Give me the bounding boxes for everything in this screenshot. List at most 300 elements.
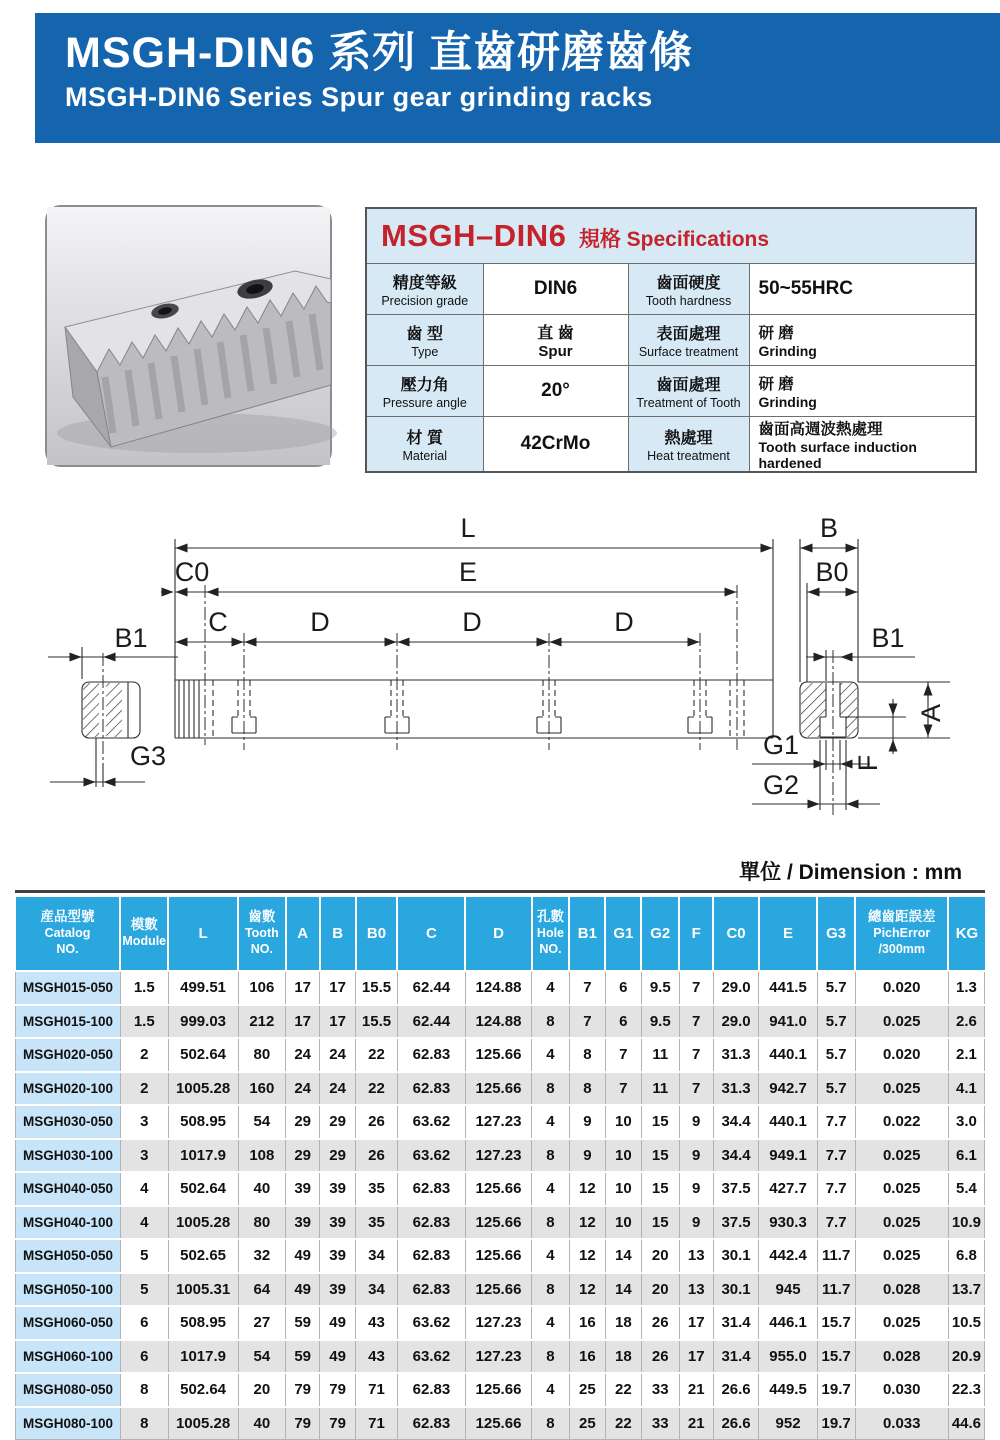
value-cell: 11.7 [817,1239,855,1273]
catalog-cell: MSGH080-050 [16,1373,121,1407]
value-cell: 5.7 [817,1005,855,1039]
spec-title [366,208,976,264]
catalog-cell: MSGH030-100 [16,1139,121,1173]
dim-label-F: F [853,754,883,772]
value-cell: 8 [120,1373,168,1407]
table-row [16,1273,985,1307]
value-cell: 8 [569,1038,605,1072]
catalog-cell: MSGH060-100 [16,1340,121,1374]
column-header: KG [948,897,984,971]
value-cell: 16 [569,1306,605,1340]
value-cell: 39 [320,1206,356,1240]
value-cell: 942.7 [759,1072,817,1106]
spec-label: 材 質 Material [366,417,483,473]
value-cell: 31.3 [713,1072,759,1106]
value-cell: 26 [641,1340,679,1374]
catalog-cell: MSGH080-100 [16,1407,121,1440]
value-cell: 0.033 [855,1407,948,1440]
value-cell: 9 [679,1206,713,1240]
value-cell: 5.7 [817,971,855,1005]
value-cell: 14 [605,1273,641,1307]
value-cell: 4 [532,1172,570,1206]
value-cell: 3 [120,1139,168,1173]
value-cell: 7 [569,1005,605,1039]
dim-label-L: L [460,513,476,543]
value-cell: 11 [641,1038,679,1072]
value-cell: 17 [679,1340,713,1374]
value-cell: 7.7 [817,1206,855,1240]
value-cell: 62.83 [397,1172,465,1206]
value-cell: 9 [679,1105,713,1139]
value-cell: 62.83 [397,1038,465,1072]
value-cell: 34.4 [713,1139,759,1173]
value-cell: 1005.28 [168,1206,238,1240]
spec-table [365,207,977,473]
dimension-lines [161,539,858,682]
value-cell: 124.88 [465,971,531,1005]
value-cell: 39 [320,1239,356,1273]
value-cell: 37.5 [713,1172,759,1206]
value-cell: 949.1 [759,1139,817,1173]
value-cell: 13 [679,1239,713,1273]
value-cell: 26 [356,1139,398,1173]
value-cell: 7 [679,1038,713,1072]
value-cell: 15.5 [356,1005,398,1039]
value-cell: 1017.9 [168,1340,238,1374]
value-cell: 20 [641,1239,679,1273]
value-cell: 9 [679,1139,713,1173]
value-cell: 54 [238,1340,286,1374]
value-cell: 15 [641,1139,679,1173]
value-cell: 16 [569,1340,605,1374]
value-cell: 7 [679,971,713,1005]
value-cell: 79 [320,1373,356,1407]
spec-label: 壓力角 Pressure angle [366,366,483,417]
value-cell: 13 [679,1273,713,1307]
catalog-cell: MSGH015-050 [16,971,121,1005]
dim-label-B1: B1 [871,623,905,653]
table-row [16,1206,985,1240]
value-cell: 125.66 [465,1206,531,1240]
value-cell: 941.0 [759,1005,817,1039]
value-cell: 49 [286,1273,320,1307]
value-cell: 449.5 [759,1373,817,1407]
spec-title-rest: 規格 Specifications [578,228,770,251]
value-cell: 24 [286,1038,320,1072]
value-cell: 0.020 [855,1038,948,1072]
main-table-header-row [16,897,985,971]
value-cell: 6 [120,1340,168,1374]
dim-label-B1: B1 [114,623,148,653]
value-cell: 6 [120,1306,168,1340]
value-cell: 17 [320,971,356,1005]
value-cell: 8 [532,1005,570,1039]
value-cell: 7 [679,1072,713,1106]
value-cell: 5.7 [817,1072,855,1106]
spec-value: 50~55HRC [749,264,976,315]
catalog-cell: MSGH060-050 [16,1306,121,1340]
value-cell: 9.5 [641,971,679,1005]
value-cell: 502.65 [168,1239,238,1273]
value-cell: 440.1 [759,1038,817,1072]
table-row [16,1105,985,1139]
value-cell: 22 [605,1407,641,1440]
spec-label: 齒 型 Type [366,315,483,366]
value-cell: 1005.28 [168,1072,238,1106]
value-cell: 5.4 [948,1172,984,1206]
column-header: G2 [641,897,679,971]
value-cell: 8 [532,1407,570,1440]
value-cell: 160 [238,1072,286,1106]
value-cell: 43 [356,1306,398,1340]
spec-label: 熱處理 Heat treatment [628,417,749,473]
value-cell: 32 [238,1239,286,1273]
value-cell: 71 [356,1407,398,1440]
value-cell: 10 [605,1206,641,1240]
column-header: D [465,897,531,971]
table-row [16,1038,985,1072]
value-cell: 17 [286,1005,320,1039]
spec-label: 表面處理 Surface treatment [628,315,749,366]
value-cell: 20.9 [948,1340,984,1374]
spec-value: 研 磨 Grinding [749,315,976,366]
value-cell: 446.1 [759,1306,817,1340]
value-cell: 1005.28 [168,1407,238,1440]
value-cell: 0.028 [855,1273,948,1307]
value-cell: 10 [605,1139,641,1173]
value-cell: 62.83 [397,1072,465,1106]
value-cell: 15.7 [817,1340,855,1374]
value-cell: 7.7 [817,1139,855,1173]
value-cell: 15 [641,1172,679,1206]
value-cell: 0.025 [855,1172,948,1206]
value-cell: 0.025 [855,1306,948,1340]
value-cell: 80 [238,1206,286,1240]
product-data-table [15,897,985,1440]
value-cell: 125.66 [465,1407,531,1440]
dim-label-A: A [916,703,946,723]
value-cell: 63.62 [397,1105,465,1139]
value-cell: 8 [532,1273,570,1307]
value-cell: 63.62 [397,1340,465,1374]
value-cell: 0.025 [855,1139,948,1173]
value-cell: 8 [532,1206,570,1240]
value-cell: 30.1 [713,1239,759,1273]
column-header: 模數 Module [120,897,168,971]
table-row [16,1172,985,1206]
value-cell: 33 [641,1407,679,1440]
catalog-cell: MSGH040-050 [16,1172,121,1206]
value-cell: 1.5 [120,971,168,1005]
gear-rack-photo-image [47,207,330,465]
data-table-section [15,897,985,1440]
value-cell: 11.7 [817,1273,855,1307]
value-cell: 5.7 [817,1038,855,1072]
value-cell: 7 [605,1038,641,1072]
value-cell: 0.025 [855,1239,948,1273]
value-cell: 1005.31 [168,1273,238,1307]
catalog-cell: MSGH050-050 [16,1239,121,1273]
value-cell: 502.64 [168,1172,238,1206]
value-cell: 508.95 [168,1306,238,1340]
dim-label-D: D [614,607,634,637]
column-header: G3 [817,897,855,971]
table-row [16,1072,985,1106]
value-cell: 15 [641,1206,679,1240]
value-cell: 30.1 [713,1273,759,1307]
value-cell: 125.66 [465,1072,531,1106]
spec-value: 直 齒 Spur [483,315,628,366]
value-cell: 945 [759,1273,817,1307]
value-cell: 13.7 [948,1273,984,1307]
value-cell: 6.8 [948,1239,984,1273]
value-cell: 4 [532,971,570,1005]
value-cell: 29 [320,1105,356,1139]
value-cell: 2 [120,1038,168,1072]
table-row [16,1407,985,1440]
value-cell: 6 [605,1005,641,1039]
value-cell: 4 [532,1038,570,1072]
value-cell: 29.0 [713,1005,759,1039]
value-cell: 8 [569,1072,605,1106]
value-cell: 18 [605,1340,641,1374]
value-cell: 1.5 [120,1005,168,1039]
column-header: B [320,897,356,971]
divider-rule [15,890,985,893]
catalog-cell: MSGH020-050 [16,1038,121,1072]
value-cell: 59 [286,1306,320,1340]
spec-label: 齒面硬度 Tooth hardness [628,264,749,315]
value-cell: 31.4 [713,1306,759,1340]
value-cell: 9 [569,1139,605,1173]
spec-title-model: MSGH–DIN6 [381,218,567,253]
value-cell: 3.0 [948,1105,984,1139]
value-cell: 12 [569,1172,605,1206]
value-cell: 1.3 [948,971,984,1005]
value-cell: 20 [641,1273,679,1307]
column-header: F [679,897,713,971]
value-cell: 125.66 [465,1038,531,1072]
value-cell: 10 [605,1172,641,1206]
value-cell: 4 [532,1306,570,1340]
value-cell: 212 [238,1005,286,1039]
value-cell: 79 [286,1373,320,1407]
value-cell: 8 [532,1072,570,1106]
table-row [16,1306,985,1340]
value-cell: 10.5 [948,1306,984,1340]
value-cell: 502.64 [168,1038,238,1072]
dim-label-G2: G2 [762,770,800,800]
value-cell: 37.5 [713,1206,759,1240]
catalog-cell: MSGH020-100 [16,1072,121,1106]
dim-label-B: B [819,513,839,543]
units-note: 單位 / Dimension : mm [739,861,962,884]
value-cell: 10 [605,1105,641,1139]
dim-label-E: E [458,557,478,587]
value-cell: 29 [320,1139,356,1173]
value-cell: 0.030 [855,1373,948,1407]
value-cell: 31.4 [713,1340,759,1374]
spec-value: 齒面高週波熱處理 Tooth surface induction hardened [749,417,976,473]
value-cell: 125.66 [465,1373,531,1407]
dim-label-G3: G3 [129,741,167,771]
value-cell: 35 [356,1172,398,1206]
spec-label: 齒面處理 Treatment of Tooth [628,366,749,417]
dim-label-G1: G1 [762,730,800,760]
value-cell: 64 [238,1273,286,1307]
value-cell: 21 [679,1407,713,1440]
value-cell: 62.44 [397,1005,465,1039]
value-cell: 125.66 [465,1239,531,1273]
value-cell: 2.1 [948,1038,984,1072]
value-cell: 3 [120,1105,168,1139]
column-header: B1 [569,897,605,971]
product-photo [45,205,332,467]
value-cell: 29.0 [713,971,759,1005]
value-cell: 106 [238,971,286,1005]
value-cell: 930.3 [759,1206,817,1240]
value-cell: 21 [679,1373,713,1407]
value-cell: 1017.9 [168,1139,238,1173]
value-cell: 24 [320,1038,356,1072]
value-cell: 25 [569,1407,605,1440]
value-cell: 33 [641,1373,679,1407]
value-cell: 955.0 [759,1340,817,1374]
value-cell: 7 [569,971,605,1005]
value-cell: 59 [286,1340,320,1374]
value-cell: 62.83 [397,1239,465,1273]
value-cell: 0.025 [855,1005,948,1039]
table-row [16,971,985,1005]
value-cell: 6.1 [948,1139,984,1173]
dimension-diagram [0,495,1000,845]
table-row [16,1239,985,1273]
table-row [16,1373,985,1407]
value-cell: 0.022 [855,1105,948,1139]
value-cell: 54 [238,1105,286,1139]
value-cell: 999.03 [168,1005,238,1039]
value-cell: 15.5 [356,971,398,1005]
value-cell: 22 [356,1038,398,1072]
value-cell: 0.028 [855,1340,948,1374]
value-cell: 8 [120,1407,168,1440]
catalog-cell: MSGH015-100 [16,1005,121,1039]
spec-value: 42CrMo [483,417,628,473]
value-cell: 71 [356,1373,398,1407]
value-cell: 80 [238,1038,286,1072]
value-cell: 6 [605,971,641,1005]
value-cell: 427.7 [759,1172,817,1206]
value-cell: 63.62 [397,1139,465,1173]
value-cell: 17 [320,1005,356,1039]
value-cell: 11 [641,1072,679,1106]
spec-value: DIN6 [483,264,628,315]
column-header: 齒數 Tooth NO. [238,897,286,971]
value-cell: 39 [286,1172,320,1206]
value-cell: 4 [532,1105,570,1139]
value-cell: 952 [759,1407,817,1440]
value-cell: 43 [356,1340,398,1374]
value-cell: 20 [238,1373,286,1407]
value-cell: 26.6 [713,1407,759,1440]
value-cell: 108 [238,1139,286,1173]
column-header: C0 [713,897,759,971]
column-header: A [286,897,320,971]
value-cell: 2 [120,1072,168,1106]
value-cell: 34 [356,1239,398,1273]
value-cell: 62.44 [397,971,465,1005]
value-cell: 34.4 [713,1105,759,1139]
value-cell: 0.025 [855,1072,948,1106]
value-cell: 22.3 [948,1373,984,1407]
value-cell: 125.66 [465,1273,531,1307]
column-header: 産品型號 Catalog NO. [16,897,121,971]
value-cell: 502.64 [168,1373,238,1407]
value-cell: 26.6 [713,1373,759,1407]
value-cell: 8 [532,1340,570,1374]
value-cell: 18 [605,1306,641,1340]
value-cell: 15 [641,1105,679,1139]
value-cell: 0.020 [855,971,948,1005]
value-cell: 22 [356,1072,398,1106]
value-cell: 34 [356,1273,398,1307]
value-cell: 9 [569,1105,605,1139]
column-header: B0 [356,897,398,971]
value-cell: 442.4 [759,1239,817,1273]
spec-value: 20° [483,366,628,417]
spec-label: 精度等級 Precision grade [366,264,483,315]
column-header: E [759,897,817,971]
value-cell: 7.7 [817,1105,855,1139]
value-cell: 499.51 [168,971,238,1005]
value-cell: 35 [356,1206,398,1240]
value-cell: 26 [641,1306,679,1340]
value-cell: 62.83 [397,1373,465,1407]
spec-value: 研 磨 Grinding [749,366,976,417]
dim-label-D: D [462,607,482,637]
value-cell: 40 [238,1407,286,1440]
column-header: L [168,897,238,971]
value-cell: 39 [286,1206,320,1240]
value-cell: 0.025 [855,1206,948,1240]
table-row [16,1005,985,1039]
value-cell: 10.9 [948,1206,984,1240]
value-cell: 8 [532,1139,570,1173]
value-cell: 49 [320,1306,356,1340]
value-cell: 44.6 [948,1407,984,1440]
column-header: G1 [605,897,641,971]
page-subtitle: MSGH-DIN6 Series Spur gear grinding racks [65,82,653,113]
value-cell: 4 [120,1172,168,1206]
value-cell: 7 [605,1072,641,1106]
value-cell: 7 [679,1005,713,1039]
value-cell: 124.88 [465,1005,531,1039]
column-header: C [397,897,465,971]
value-cell: 7.7 [817,1172,855,1206]
value-cell: 29 [286,1139,320,1173]
value-cell: 24 [286,1072,320,1106]
value-cell: 4 [120,1206,168,1240]
page-banner [35,13,1000,143]
value-cell: 508.95 [168,1105,238,1139]
value-cell: 62.83 [397,1273,465,1307]
table-row [16,1340,985,1374]
catalog-cell: MSGH040-100 [16,1206,121,1240]
dim-label-B0: B0 [815,557,849,587]
value-cell: 63.62 [397,1306,465,1340]
value-cell: 39 [320,1273,356,1307]
value-cell: 17 [286,971,320,1005]
